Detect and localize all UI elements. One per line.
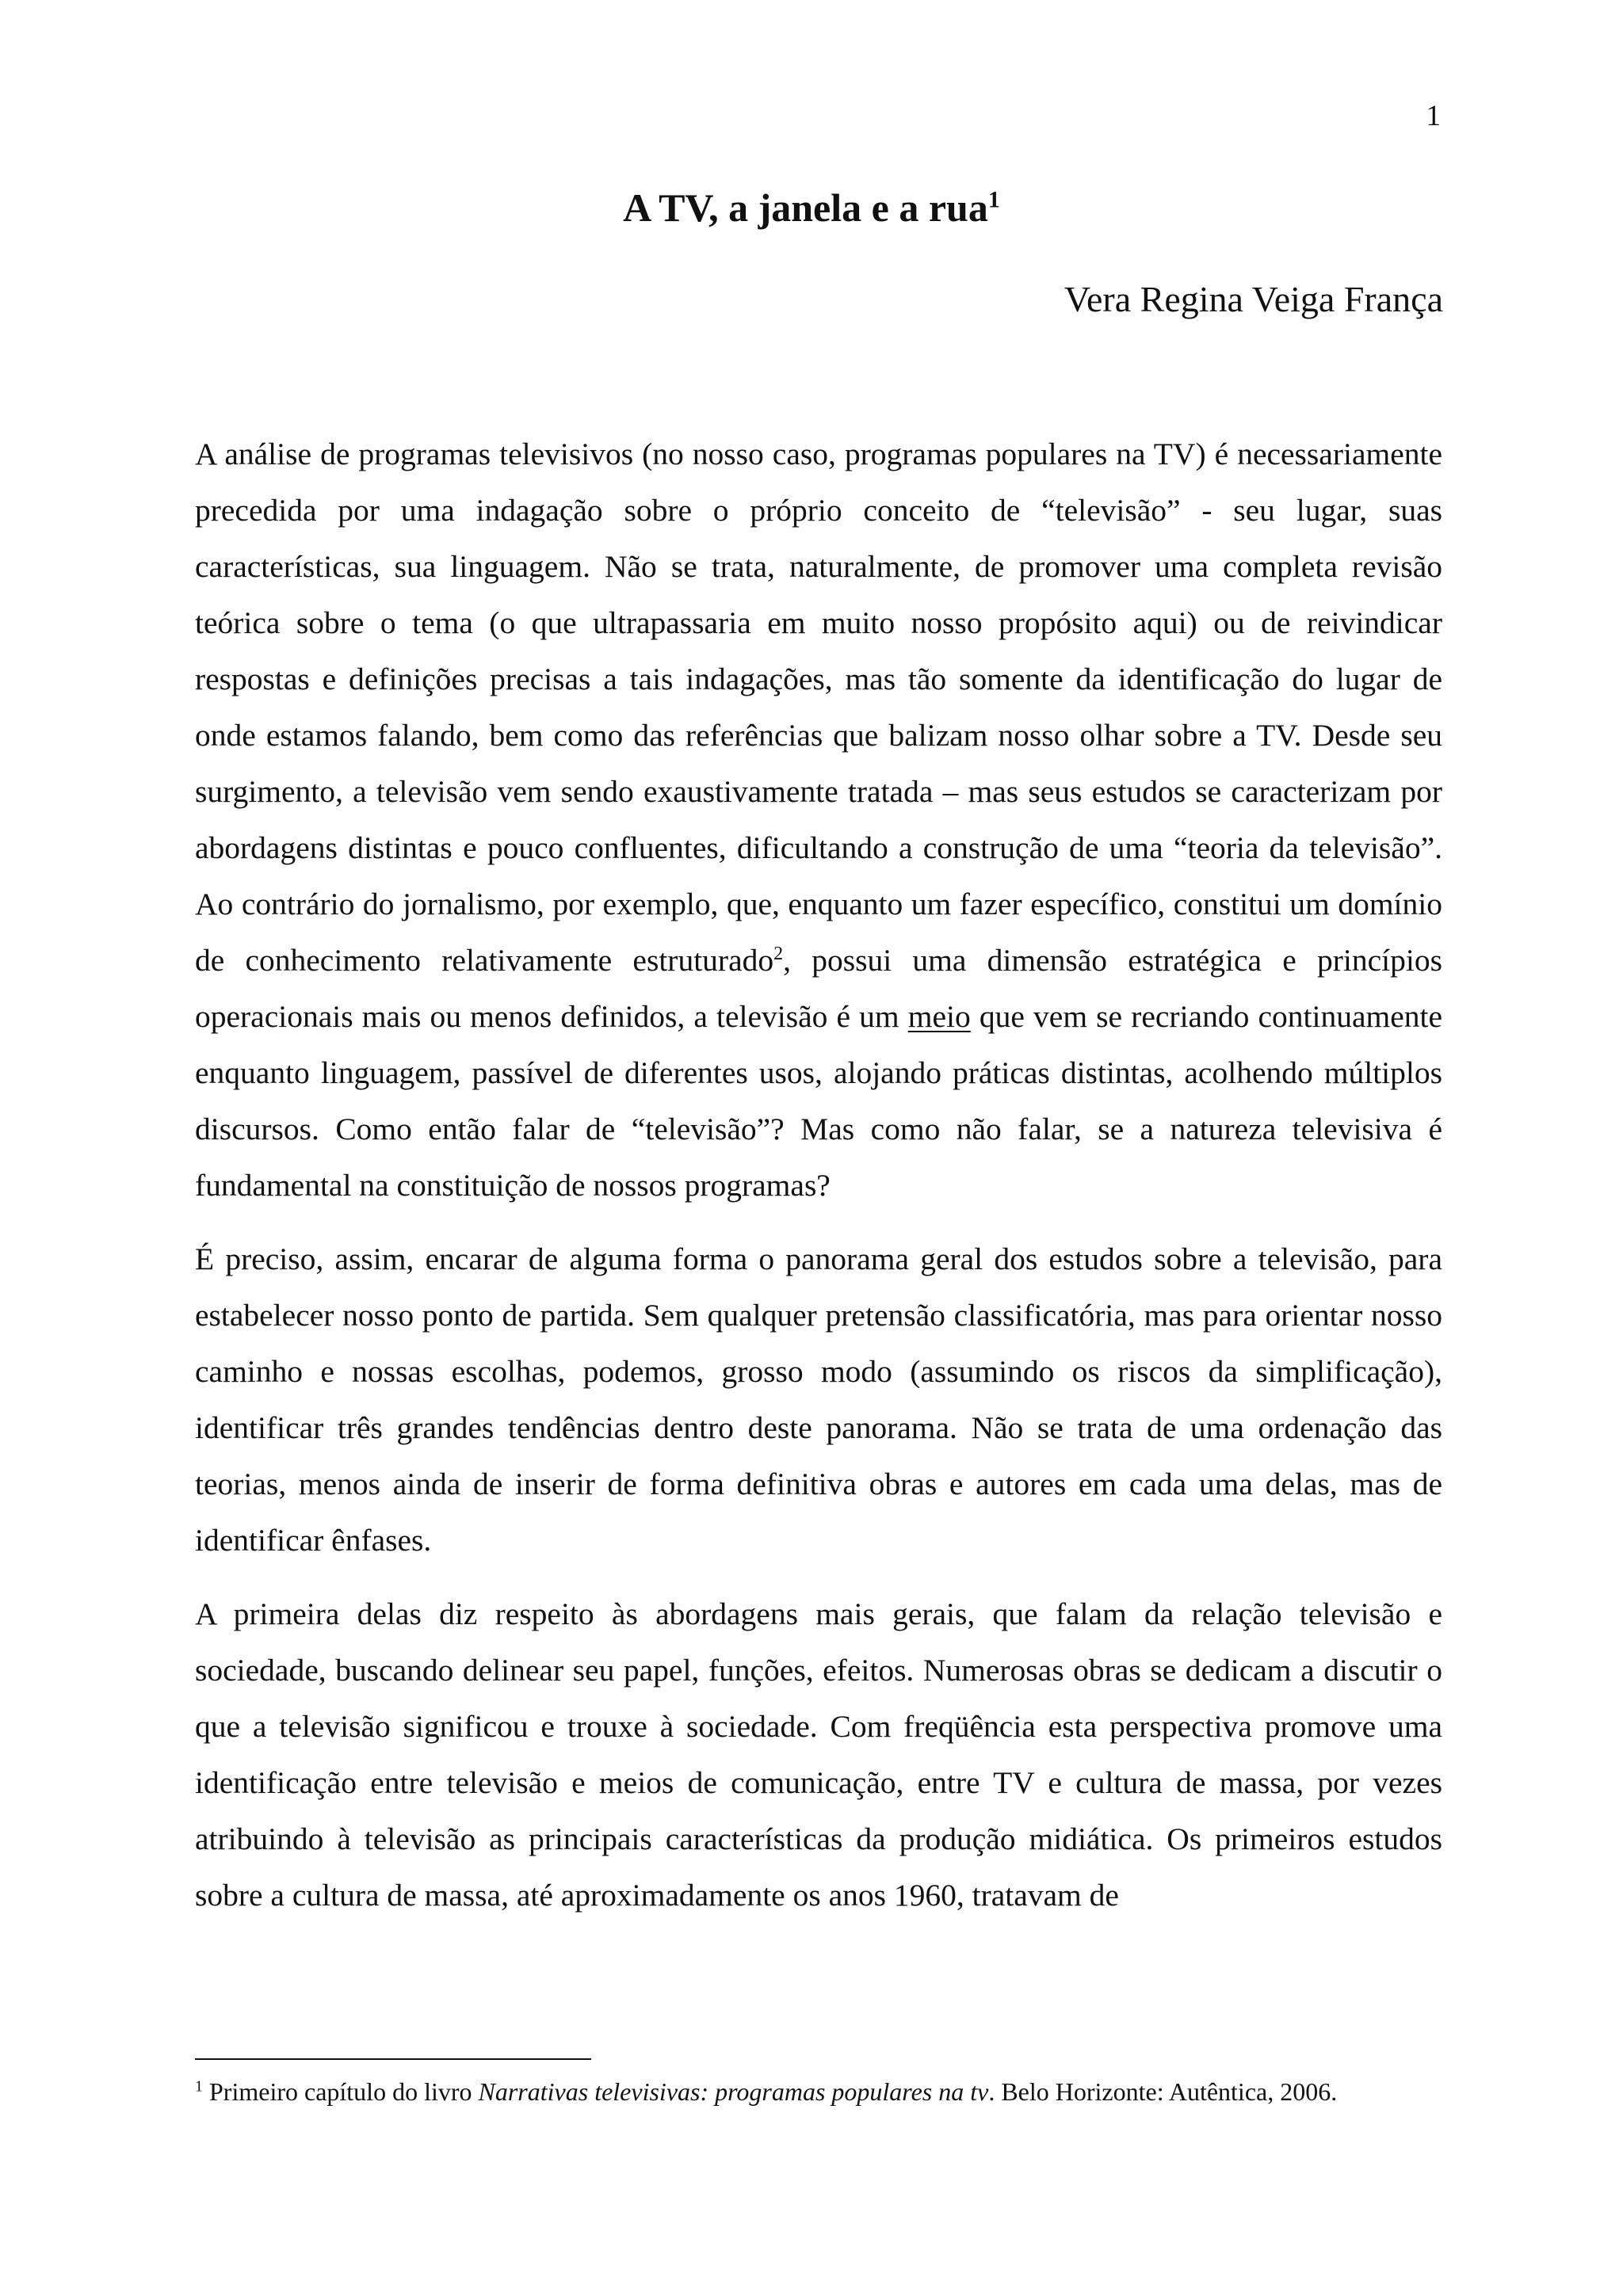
underlined-word: meio bbox=[907, 999, 971, 1034]
footnote bbox=[195, 2076, 1463, 2109]
footnote-mark: 1 bbox=[195, 2077, 203, 2096]
paragraph-1-part-2: , possui uma dimensão estratégica e princípios operacionais mais ou menos definidos, a televisão é um bbox=[195, 943, 1442, 1034]
page-number: 1 bbox=[1426, 100, 1441, 132]
footnote-book-title: Narrativas televisivas: programas populares na tv bbox=[478, 2077, 989, 2106]
paragraph-2: É preciso, assim, encarar de alguma forma o panorama geral dos estudos sobre a televisão, para estabelecer nosso ponto de partida. Sem qualquer pretensão classificatória, mas para orientar nosso caminho e nossas escolhas, podemos, grosso modo (assumindo os riscos da simplificação), identificar três grandes tendências dentro deste panorama. Não se trata de uma ordenação das teorias, menos ainda de inserir de forma definitiva obras e autores em cada uma delas, mas de identificar ênfases. bbox=[195, 1241, 1442, 1558]
footnote-text-after: . Belo Horizonte: Autêntica, 2006. bbox=[988, 2077, 1338, 2106]
title-text: A TV, a janela e a rua bbox=[623, 185, 988, 230]
footnote-rule bbox=[195, 2058, 591, 2060]
paragraph-3: A primeira delas diz respeito às abordagens mais gerais, que falam da relação televisão e sociedade, buscando delinear seu papel, funções, efeitos. Numerosas obras se dedicam a discutir o que a televisão significou e trouxe à sociedade. Com freqüência esta perspectiva promove uma identificação entre televisão e meios de comunicação, entre TV e cultura de massa, por vezes atribuindo à televisão as principais características da produção midiática. Os primeiros estudos sobre a cultura de massa, até aproximadamente os anos 1960, tratavam de bbox=[195, 1596, 1442, 1913]
paragraph-1-part-3: que vem se recriando continuamente enquanto linguagem, passível de diferentes usos, alojando práticas distintas, acolhendo múltiplos discursos. Como então falar de “televisão”? Mas como não falar, se a natureza televisiva é fundamental na constituição de nossos programas? bbox=[195, 999, 1442, 1203]
body-text bbox=[195, 426, 1442, 1941]
paragraph-1 bbox=[195, 426, 1442, 1214]
paragraph-1-part-1: A análise de programas televisivos (no nosso caso, programas populares na TV) é necessariamente precedida por uma indagação sobre o próprio conceito de “televisão” - seu lugar, suas características, sua linguagem. Não se trata, naturalmente, de promover uma completa revisão teórica sobre o tema (o que ultrapassaria em muito nosso propósito aqui) ou de reivindicar respostas e definições precisas a tais indagações, mas tão somente da identificação do lugar de onde estamos falando, bem como das referências que balizam nosso olhar sobre a TV. Desde seu surgimento, a televisão vem sendo exaustivamente tratada – mas seus estudos se caracterizam por abordagens distintas e pouco confluentes, dificultando a construção de uma “teoria da televisão”. Ao contrário do jornalismo, por exemplo, que, enquanto um fazer específico, constitui um domínio de conhecimento relativamente estruturado bbox=[195, 437, 1442, 978]
document-title bbox=[0, 184, 1623, 231]
footnote-text-before: Primeiro capítulo do livro bbox=[203, 2077, 479, 2106]
footnote-mark-2: 2 bbox=[773, 943, 784, 964]
title-footnote-mark: 1 bbox=[987, 186, 1000, 213]
author-name: Vera Regina Veiga França bbox=[1064, 279, 1443, 319]
